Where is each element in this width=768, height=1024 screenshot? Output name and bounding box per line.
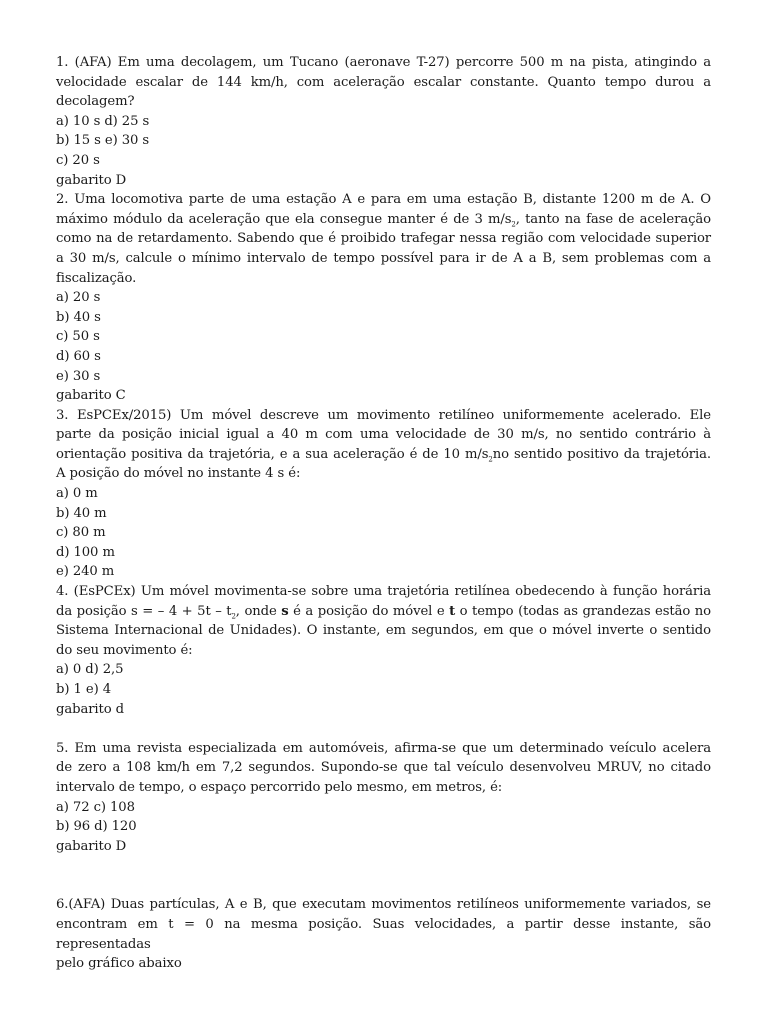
q5-gabarito: gabarito D [56,838,127,854]
q3-option-b: b) 40 m [56,505,107,521]
q2-line-2-sub: 2 [511,220,516,229]
question-5 [56,739,711,857]
q5-line-1: 5. Em uma revista especializada em automóveis, afirma-se que um determinado veículo acelera [56,740,711,756]
q3-line-1: 3. EsPCEx/2015) Um móvel descreve um movimento retilíneo uniformemente acelerado. Ele [56,407,711,423]
q3-line-4: A posição do móvel no instante 4 s é: [56,466,301,482]
q3-option-a: a) 0 m [56,486,98,502]
q4-line-1: 4. (EsPCEx) Um móvel movimenta-se sobre uma trajetória retilínea obedecendo à função horária [56,584,711,600]
q4-line-2-pre: da posição s = – 4 + 5t – t [56,603,232,619]
q5-line-2: de zero a 108 km/h em 7,2 segundos. Supondo-se que tal veículo desenvolveu MRUV, no citado [56,760,711,776]
q2-line-3: como na de retardamento. Sabendo que é proibido trafegar nessa região com velocidade superior [56,231,711,247]
question-1 [56,53,711,190]
q2-option-a: a) 20 s [56,290,101,306]
q2-option-c: c) 50 s [56,329,100,345]
q4-line-2-sub: 2 [231,612,236,621]
q2-option-d: d) 60 s [56,348,101,364]
q5-options-a-c: a) 72 c) 108 [56,799,135,815]
q3-line-3 [56,445,711,465]
q1-line-2: velocidade escalar de 144 km/h, com aceleração escalar constante. Quanto tempo durou a [56,74,711,90]
q3-line-2: parte da posição inicial igual a 40 m com uma velocidade de 30 m/s, no sentido contrário à [56,427,711,443]
question-2 [56,190,711,406]
q5-options-b-d: b) 96 d) 120 [56,819,137,835]
q4-options-a-d: a) 0 d) 2,5 [56,662,124,678]
q1-line-3: decolagem? [56,94,135,110]
question-4 [56,582,711,719]
q4-line-2-post: o tempo (todas as grandezas estão no [455,603,711,619]
q4-line-2-mid1: , onde [235,603,282,619]
q2-line-2 [56,210,711,230]
q1-options-a-d: a) 10 s d) 25 s [56,113,150,129]
q3-line-3-pre: orientação positiva da trajetória, e a sua aceleração é de 10 m/s [56,446,489,462]
q6-line-2: encontram em t = 0 na mesma posição. Suas velocidades, a partir desse instante, são representadas [56,916,711,952]
q3-line-3-sub: 2 [488,455,493,464]
q1-option-c: c) 20 s [56,152,100,168]
spacer [56,719,711,739]
q2-line-2-post: , tanto na fase de aceleração [515,211,711,227]
spacer [56,856,711,895]
q3-option-c: c) 80 m [56,525,106,541]
q2-option-e: e) 30 s [56,368,101,384]
q2-gabarito: gabarito C [56,388,126,404]
q3-line-3-post: no sentido positivo da trajetória. [492,446,711,462]
q2-line-1: 2. Uma locomotiva parte de uma estação A e para em uma estação B, distante 1200 m de A. O [56,192,711,208]
q6-line-1: 6.(AFA) Duas partículas, A e B, que executam movimentos retilíneos uniformemente variados, se [56,897,711,913]
q1-options-b-e: b) 15 s e) 30 s [56,133,150,149]
q5-line-3: intervalo de tempo, o espaço percorrido pelo mesmo, em metros, é: [56,779,503,795]
q4-bold-t: t [449,603,456,619]
q4-bold-s: s [281,603,289,619]
q3-option-e: e) 240 m [56,564,115,580]
q1-gabarito: gabarito D [56,172,127,188]
q4-gabarito: gabarito d [56,701,125,717]
q3-option-d: d) 100 m [56,544,115,560]
q4-line-2 [56,602,711,622]
q4-line-4: do seu movimento é: [56,642,193,658]
q6-line-3: pelo gráfico abaixo [56,956,182,972]
q4-line-3: Sistema Internacional de Unidades). O instante, em segundos, em que o móvel inverte o sentido [56,623,711,639]
q2-line-2-pre: máximo módulo da aceleração que ela consegue manter é de 3 m/s [56,211,512,227]
q4-options-b-e: b) 1 e) 4 [56,682,111,697]
q2-line-4: a 30 m/s, calcule o mínimo intervalo de tempo possível para ir de A a B, sem problemas com a [56,250,711,266]
q2-line-5: fiscalização. [56,270,137,286]
q2-option-b: b) 40 s [56,309,101,325]
question-3 [56,406,711,582]
question-6 [56,895,711,973]
q1-line-1: 1. (AFA) Em uma decolagem, um Tucano (aeronave T-27) percorre 500 m na pista, atingindo a [56,55,711,70]
q4-line-2-mid2: é a posição do móvel e [288,603,450,619]
